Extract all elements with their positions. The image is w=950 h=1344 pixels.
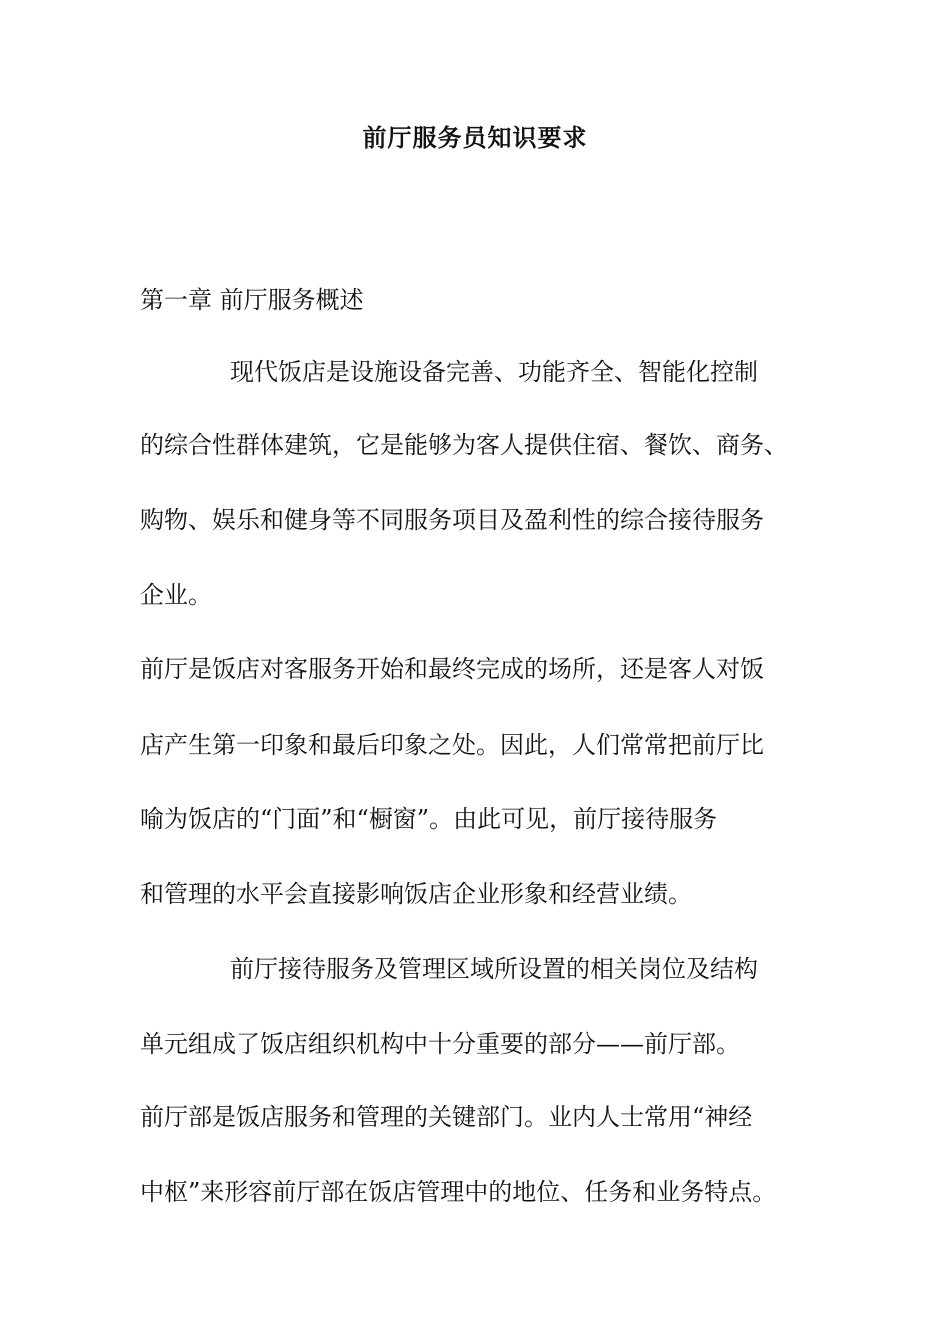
- paragraph-line: 店产生第一印象和最后印象之处。因此，人们常常把前厅比: [140, 731, 764, 759]
- paragraph-line: 企业。: [140, 581, 212, 609]
- paragraph-line: 喻为饭店的“门面”和“橱窗”。由此可见，前厅接待服务: [140, 805, 718, 833]
- paragraph-line: 购物、娱乐和健身等不同服务项目及盈利性的综合接待服务: [140, 506, 764, 534]
- paragraph-line: 和管理的水平会直接影响饭店企业形象和经营业绩。: [140, 880, 692, 908]
- paragraph-line: 中枢”来形容前厅部在饭店管理中的地位、任务和业务特点。: [140, 1178, 777, 1206]
- document-title: 前厅服务员知识要求: [362, 123, 588, 152]
- paragraph-line: 现代饭店是设施设备完善、功能齐全、智能化控制: [230, 358, 758, 386]
- paragraph-line: 单元组成了饭店组织机构中十分重要的部分——前厅部。: [140, 1030, 740, 1058]
- paragraph-line: 前厅接待服务及管理区域所设置的相关岗位及结构: [230, 955, 758, 983]
- paragraph-line: 前厅是饭店对客服务开始和最终完成的场所，还是客人对饭: [140, 655, 764, 683]
- paragraph-line: 前厅部是饭店服务和管理的关键部门。业内人士常用“神经: [140, 1103, 753, 1131]
- chapter-heading: 第一章 前厅服务概述: [140, 286, 364, 314]
- paragraph-line: 的综合性群体建筑，它是能够为客人提供住宿、餐饮、商务、: [140, 431, 788, 459]
